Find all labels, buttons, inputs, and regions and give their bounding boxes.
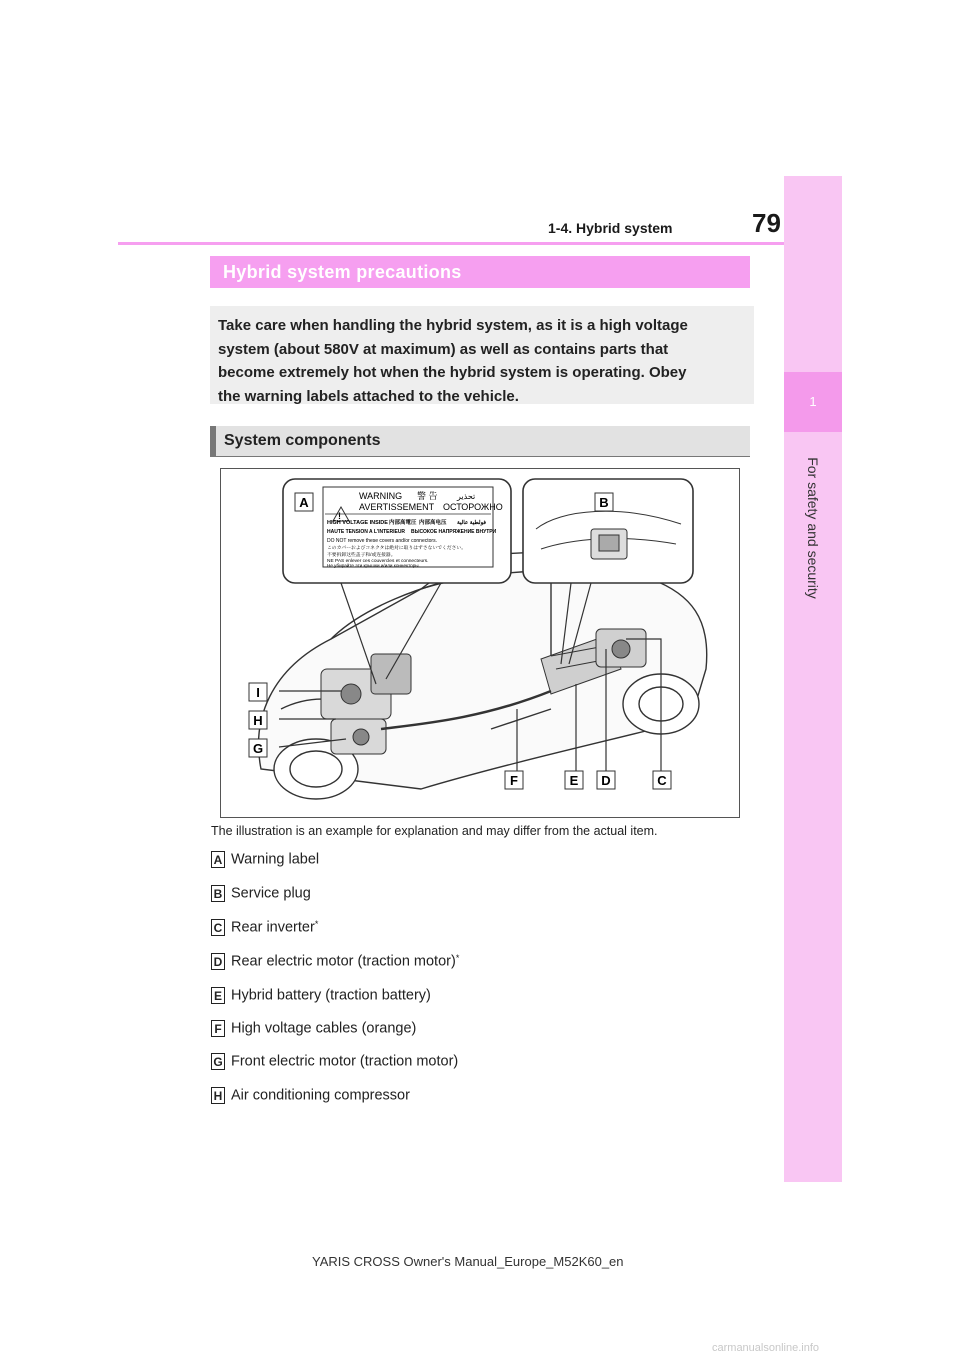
callout-i: I	[256, 685, 260, 700]
callout-b: B	[599, 495, 609, 510]
legend-label: Front electric motor (traction motor)	[231, 1053, 459, 1070]
legend-item	[211, 953, 459, 973]
page-number: 79	[752, 208, 781, 238]
legend-key: A	[211, 851, 225, 868]
warning-line1-ar: فولطية عالية	[457, 520, 487, 526]
callout-h: H	[253, 713, 263, 728]
legend-key: G	[211, 1053, 225, 1070]
warning-title-ru: ОСТОРОЖНО	[443, 502, 503, 512]
legend-key: D	[211, 953, 225, 970]
legend-label: Warning label	[231, 851, 320, 868]
legend-key: B	[211, 885, 225, 902]
legend-item	[211, 919, 318, 939]
legend-key: H	[211, 1087, 225, 1104]
subheading-rule	[210, 456, 750, 457]
footer-title: YARIS CROSS Owner's Manual_Europe_M52K60_en	[312, 1254, 624, 1269]
warning-line1-cn: 内部高电压	[419, 520, 447, 526]
watermark: carmanualsonline.info	[712, 1342, 820, 1354]
callout-c: C	[657, 773, 667, 788]
warning-line3: DO NOT remove these covers and/or connectors.	[327, 538, 437, 544]
warning-line2-fr: HAUTE TENSION A L'INTERIEUR	[327, 529, 406, 535]
legend-label: Service plug	[231, 885, 311, 902]
callout-e: E	[569, 773, 579, 788]
service-plug-icon	[599, 535, 619, 551]
section-label: 1-4. Hybrid system	[548, 220, 673, 236]
warning-title-en: WARNING	[359, 491, 403, 501]
legend-label: Hybrid battery (traction battery)	[231, 987, 431, 1004]
warning-line1-jp: 内部高電圧	[389, 520, 417, 526]
legend-label: Rear inverter	[231, 919, 315, 936]
legend-label: Rear electric motor (traction motor)	[231, 953, 456, 970]
warning-line1-en: HIGH VOLTAGE INSIDE	[327, 520, 388, 526]
subheading: System components	[210, 426, 750, 456]
callout-d: D	[601, 773, 611, 788]
intro-box	[210, 306, 754, 404]
intro-line: system (about 580V at maximum) as well as contains parts that	[218, 340, 669, 358]
legend-item	[211, 1053, 458, 1073]
side-tab-title: For safety and security	[805, 457, 821, 599]
legend-item	[211, 885, 311, 905]
intro-line: become extremely hot when the hybrid system is operating. Obey	[218, 364, 687, 381]
side-tab-number[interactable]: 1	[784, 372, 842, 432]
warning-title-ar: تحذير	[457, 492, 476, 501]
legend-key: F	[211, 1020, 225, 1037]
intro-line: Take care when handling the hybrid system, as it is a high voltage	[218, 317, 688, 334]
vehicle-illustration	[221, 469, 739, 817]
warning-line6: NE PAS enlever ces couvercles et connecteurs.	[327, 559, 429, 564]
header-rule	[118, 242, 784, 245]
legend-key: C	[211, 919, 225, 936]
callout-g: G	[252, 741, 264, 756]
legend-item	[211, 851, 319, 871]
rear-components	[596, 629, 646, 667]
intro-line: the warning labels attached to the vehicle.	[218, 387, 519, 405]
side-strip	[784, 176, 842, 1182]
warning-line4: このカバーおよびコネクタは絶対に取りはずさないでください。	[327, 546, 467, 551]
warning-triangle-icon: !	[338, 511, 341, 521]
warning-title-jp: 警 告	[417, 491, 438, 501]
legend-item	[211, 987, 431, 1007]
system-components-figure	[220, 468, 740, 818]
asterisk: *	[455, 953, 460, 963]
callout-panel-a	[283, 479, 511, 583]
section-heading: Hybrid system precautions	[210, 256, 750, 288]
legend-item	[211, 1087, 410, 1107]
warning-title-fr: AVERTISSEMENT	[359, 502, 435, 512]
legend-item	[211, 1020, 416, 1040]
warning-line7: Не убирайте эти крышки и/или коннекторы.	[327, 563, 420, 568]
legend-label: High voltage cables (orange)	[231, 1020, 417, 1037]
callout-a: A	[299, 495, 309, 510]
legend-label: Air conditioning compressor	[231, 1087, 410, 1104]
warning-line5: 不要拆卸这些盖子和/或连接器。	[327, 553, 396, 558]
legend-key: E	[211, 987, 225, 1004]
figure-caption: The illustration is an example for explanation and may differ from the actual item.	[211, 824, 658, 838]
callout-f: F	[510, 773, 518, 788]
asterisk: *	[314, 919, 319, 929]
warning-line2-ru: ВЫСОКОЕ НАПРЯЖЕНИЕ ВНУТРИ	[411, 529, 497, 535]
